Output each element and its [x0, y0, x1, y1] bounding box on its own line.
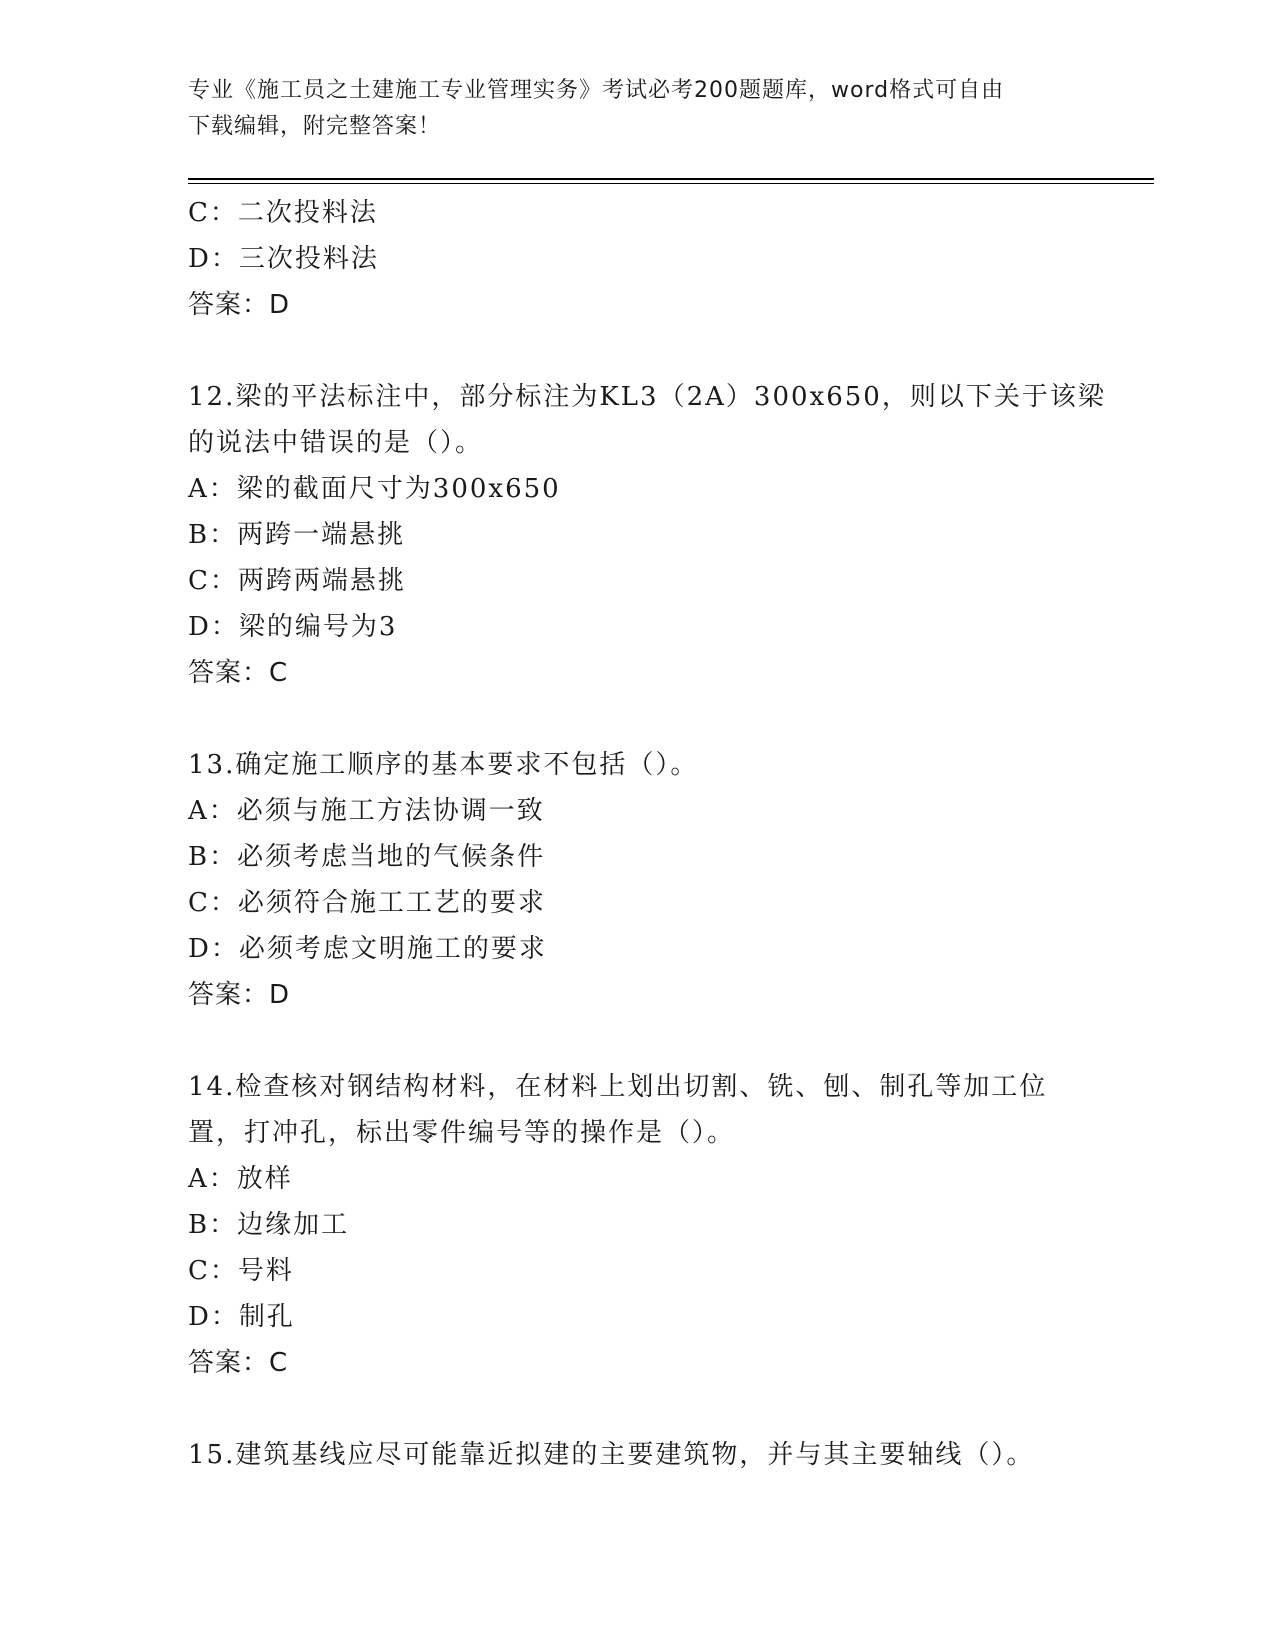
option-b: B：必须考虑当地的气候条件	[188, 842, 546, 872]
answer-line: 答案：C	[188, 1348, 289, 1378]
spacer	[188, 1018, 1118, 1064]
option-c: C：号料	[188, 1256, 294, 1286]
question-12	[188, 374, 1118, 696]
answer-line: 答案：C	[188, 658, 289, 688]
question-stem-continued: 的说法中错误的是（）。	[188, 428, 484, 458]
option-c: C：两跨两端悬挑	[188, 566, 406, 596]
header-rule-thick	[188, 178, 1154, 180]
question-stem: 14.检查核对钢结构材料，在材料上划出切割、铣、刨、制孔等加工位	[188, 1072, 1048, 1102]
header-rule-thin	[188, 183, 1154, 184]
question-14	[188, 1064, 1118, 1386]
question-stem: 13.确定施工顺序的基本要求不包括（）。	[188, 750, 699, 780]
option-d: D：制孔	[188, 1302, 295, 1332]
option-b: B：两跨一端悬挑	[188, 520, 406, 550]
spacer	[188, 1386, 1118, 1432]
option-a: A：必须与施工方法协调一致	[188, 796, 545, 826]
option-d: D：三次投料法	[188, 244, 379, 274]
answer-line: 答案：D	[188, 980, 291, 1010]
question-stem: 12.梁的平法标注中，部分标注为KL3（2A）300x650，则以下关于该梁	[188, 382, 1106, 412]
option-b: B：边缘加工	[188, 1210, 350, 1240]
question-stem: 15.建筑基线应尽可能靠近拟建的主要建筑物，并与其主要轴线（）。	[188, 1440, 1035, 1470]
spacer	[188, 328, 1118, 374]
option-d: D：梁的编号为3	[188, 612, 398, 642]
option-c: C：必须符合施工工艺的要求	[188, 888, 546, 918]
option-c: C：二次投料法	[188, 198, 378, 228]
option-a: A：放样	[188, 1164, 293, 1194]
document-header	[188, 73, 1068, 145]
spacer	[188, 696, 1118, 742]
header-line-1: 专业《施工员之土建施工专业管理实务》考试必考200题题库，word格式可自由	[188, 78, 1005, 103]
header-line-2: 下载编辑，附完整答案！	[188, 114, 442, 139]
question-stem-continued: 置，打冲孔，标出零件编号等的操作是（）。	[188, 1118, 736, 1148]
question-13	[188, 742, 1118, 1018]
option-a: A：梁的截面尺寸为300x650	[188, 474, 561, 504]
answer-line: 答案：D	[188, 290, 291, 320]
question-11-continued	[188, 190, 1118, 328]
question-15	[188, 1432, 1118, 1478]
option-d: D：必须考虑文明施工的要求	[188, 934, 547, 964]
question-list	[188, 190, 1118, 1478]
